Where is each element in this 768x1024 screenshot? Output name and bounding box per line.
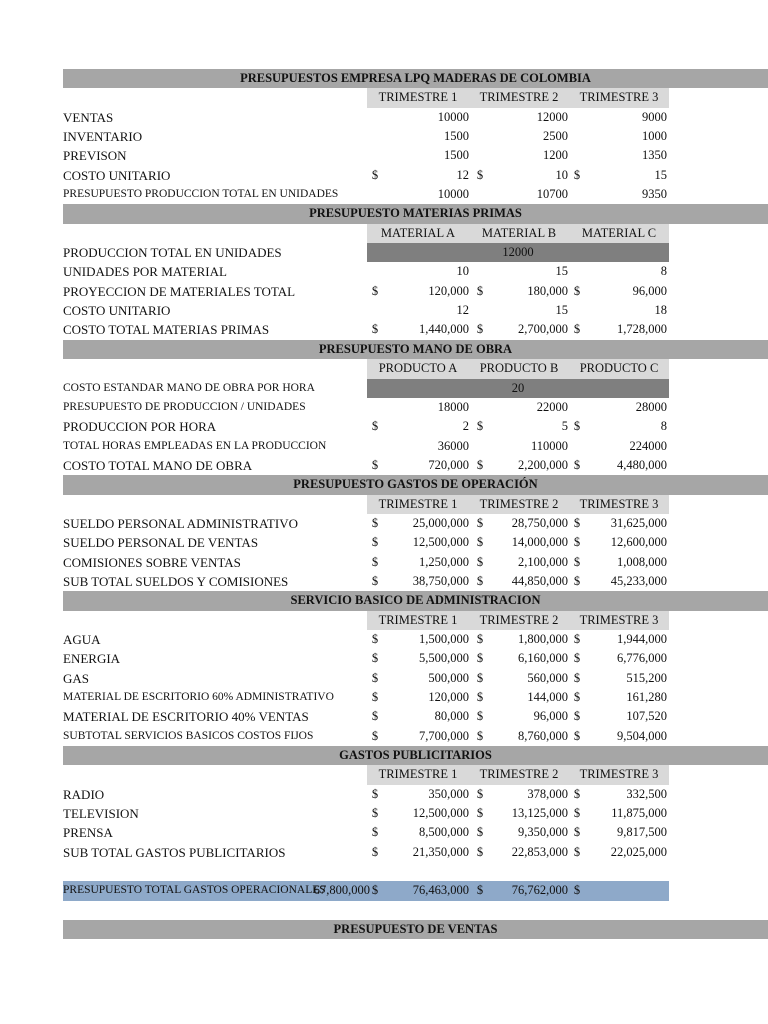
value-cell: 80,000 [434, 709, 469, 724]
column-header-row [63, 765, 768, 784]
spacer [63, 901, 768, 920]
table-row [63, 804, 768, 823]
table-row [63, 108, 768, 127]
currency-symbol: $ [371, 515, 379, 530]
value-cell: 9,817,500 [617, 825, 667, 840]
row-label: VENTAS [63, 109, 114, 125]
row-label: COSTO ESTANDAR MANO DE OBRA POR HORA [63, 381, 315, 394]
value-cell: 18 [654, 303, 667, 318]
currency-symbol: $ [371, 535, 379, 550]
row-label: RADIO [63, 786, 105, 802]
row-label: PRESUPUESTO TOTAL GASTOS OPERACIONALES [63, 884, 326, 897]
value-cell: 18000 [437, 399, 469, 414]
table-row [63, 301, 768, 320]
row-label: ENERGIA [63, 651, 121, 667]
value-cell: 10 [456, 264, 469, 279]
currency-symbol: $ [476, 690, 484, 704]
row-label: COSTO UNITARIO [63, 167, 171, 183]
column-header: TRIMESTRE 1 [367, 495, 469, 514]
table-row [63, 630, 768, 649]
total-operational-expenses-row [63, 881, 669, 900]
value-cell: 9350 [642, 187, 667, 202]
section-title: PRESUPUESTO DE VENTAS [63, 920, 768, 939]
value-cell: 9,350,000 [518, 825, 568, 840]
value-cell: 2500 [543, 129, 568, 144]
value-cell: 38,750,000 [412, 573, 469, 588]
column-header: MATERIAL B [469, 224, 569, 243]
table-row [63, 785, 768, 804]
row-label: COSTO TOTAL MATERIAS PRIMAS [63, 322, 270, 338]
currency-symbol: $ [476, 670, 484, 685]
row-label: PRODUCCION POR HORA [63, 419, 217, 435]
section-title: GASTOS PUBLICITARIOS [63, 746, 768, 765]
currency-symbol: $ [371, 690, 379, 704]
column-header-row [63, 88, 768, 107]
value-cell: 1,944,000 [617, 631, 667, 646]
column-header: TRIMESTRE 2 [469, 765, 569, 784]
value-cell: 1,440,000 [419, 322, 469, 337]
currency-symbol: $ [573, 535, 581, 550]
row-label: PROYECCION DE MATERIALES TOTAL [63, 283, 296, 299]
currency-symbol: $ [476, 419, 484, 434]
currency-symbol: $ [573, 457, 581, 472]
column-header: TRIMESTRE 3 [569, 611, 669, 630]
table-row [63, 456, 768, 475]
currency-symbol: $ [476, 322, 484, 337]
table-row [63, 727, 768, 746]
currency-symbol: $ [476, 515, 484, 530]
column-header: MATERIAL A [367, 224, 469, 243]
column-header: PRODUCTO C [569, 359, 669, 378]
value-cell: 2,200,000 [518, 457, 568, 472]
value-cell: 10000 [437, 109, 469, 124]
value-cell: 224000 [629, 438, 667, 453]
currency-symbol: $ [371, 806, 379, 821]
value-cell: 76,762,000 [511, 883, 568, 898]
currency-symbol: $ [476, 535, 484, 550]
value-cell: 720,000 [428, 457, 469, 472]
currency-symbol: $ [573, 283, 581, 298]
value-cell: 12000 [536, 109, 568, 124]
value-cell: 9,504,000 [617, 728, 667, 743]
value-cell: 144,000 [527, 690, 568, 704]
value-cell: 96,000 [533, 709, 568, 724]
value-cell: 180,000 [527, 283, 568, 298]
column-header: PRODUCTO B [469, 359, 569, 378]
currency-symbol: $ [371, 786, 379, 801]
section-title: PRESUPUESTO MANO DE OBRA [63, 340, 768, 359]
currency-symbol: $ [476, 883, 484, 898]
currency-symbol: $ [476, 806, 484, 821]
value-cell: 2,100,000 [518, 554, 568, 569]
table-row [63, 707, 768, 726]
currency-symbol: $ [476, 631, 484, 646]
currency-symbol: $ [476, 651, 484, 666]
currency-symbol: $ [476, 786, 484, 801]
column-header: TRIMESTRE 2 [469, 611, 569, 630]
table-row [63, 243, 768, 262]
currency-symbol: $ [476, 709, 484, 724]
value-cell: 9000 [642, 109, 667, 124]
value-cell: 110000 [530, 438, 568, 453]
value-cell: 44,850,000 [511, 573, 568, 588]
currency-symbol: $ [371, 283, 379, 298]
spacer [63, 862, 768, 881]
value-cell: 12 [456, 167, 469, 182]
value-cell: 12,500,000 [412, 535, 469, 550]
value-cell: 1350 [642, 148, 667, 163]
currency-symbol: $ [371, 631, 379, 646]
table-row [63, 823, 768, 842]
value-cell: 5,500,000 [419, 651, 469, 666]
currency-symbol: $ [371, 709, 379, 724]
value-cell: 31,625,000 [610, 515, 667, 530]
currency-symbol: $ [371, 322, 379, 337]
row-label: INVENTARIO [63, 129, 143, 145]
currency-symbol: $ [371, 573, 379, 588]
value-cell: 21,350,000 [412, 844, 469, 859]
row-label: SUB TOTAL SUELDOS Y COMISIONES [63, 573, 289, 589]
row-label: PRENSA [63, 825, 113, 841]
row-label: MATERIAL DE ESCRITORIO 40% VENTAS [63, 709, 309, 725]
currency-symbol: $ [476, 573, 484, 588]
currency-symbol: $ [371, 167, 379, 182]
currency-symbol: $ [573, 651, 581, 666]
value-cell: 332,500 [626, 786, 667, 801]
currency-symbol: $ [371, 670, 379, 685]
column-header: TRIMESTRE 3 [569, 495, 669, 514]
value-cell: 378,000 [527, 786, 568, 801]
budget-spreadsheet [63, 69, 768, 939]
row-label: SUB TOTAL GASTOS PUBLICITARIOS [63, 844, 286, 860]
value-cell: 107,520 [626, 709, 667, 724]
row-label: GAS [63, 670, 90, 686]
value-cell: 15 [555, 303, 568, 318]
value-cell: 1,250,000 [419, 554, 469, 569]
column-header: MATERIAL C [569, 224, 669, 243]
table-row [63, 262, 768, 281]
value-cell: 15 [555, 264, 568, 279]
currency-symbol: $ [476, 728, 484, 743]
value-cell: 1,008,000 [617, 554, 667, 569]
column-header-row [63, 611, 768, 630]
column-header: TRIMESTRE 1 [367, 765, 469, 784]
table-row [63, 669, 768, 688]
value-cell: 10700 [536, 187, 568, 202]
currency-symbol: $ [371, 651, 379, 666]
currency-symbol: $ [573, 786, 581, 801]
value-cell: 1200 [543, 148, 568, 163]
table-row [63, 553, 768, 572]
value-cell: 7,700,000 [419, 728, 469, 743]
currency-symbol: $ [573, 167, 581, 182]
value-cell: 8,500,000 [419, 825, 469, 840]
value-cell: 22,853,000 [511, 844, 568, 859]
value-cell: 14,000,000 [511, 535, 568, 550]
currency-symbol: $ [573, 844, 581, 859]
value-cell: 28,750,000 [511, 515, 568, 530]
value-cell: 12,500,000 [412, 806, 469, 821]
value-cell: 45,233,000 [610, 573, 667, 588]
table-row [63, 514, 768, 533]
currency-symbol: $ [371, 419, 379, 434]
row-label: COSTO TOTAL MANO DE OBRA [63, 457, 253, 473]
value-cell: 515,200 [626, 670, 667, 685]
section-title: PRESUPUESTO MATERIAS PRIMAS [63, 204, 768, 223]
value-cell: 560,000 [527, 670, 568, 685]
table-row [63, 282, 768, 301]
currency-symbol: $ [573, 419, 581, 434]
value-cell: 12,600,000 [610, 535, 667, 550]
currency-symbol: $ [371, 883, 379, 898]
currency-symbol: $ [573, 554, 581, 569]
row-label: TOTAL HORAS EMPLEADAS EN LA PRODUCCION [63, 439, 327, 452]
merged-value-cell: 20 [367, 379, 669, 398]
column-header: TRIMESTRE 3 [569, 765, 669, 784]
row-label: AGUA [63, 631, 101, 647]
row-label: SUELDO PERSONAL ADMINISTRATIVO [63, 515, 298, 531]
currency-symbol: $ [573, 806, 581, 821]
row-label: TELEVISION [63, 806, 139, 822]
value-cell: 22,025,000 [610, 844, 667, 859]
currency-symbol: $ [476, 825, 484, 840]
value-cell: 2 [462, 419, 469, 434]
value-cell: 8 [660, 419, 667, 434]
table-row [63, 146, 768, 165]
value-cell: 1,500,000 [419, 631, 469, 646]
value-cell: 5 [561, 419, 568, 434]
value-cell: 67,800,000 [313, 883, 370, 898]
value-cell: 25,000,000 [412, 515, 469, 530]
row-label: PRESUPUESTO DE PRODUCCION / UNIDADES [63, 400, 306, 413]
currency-symbol: $ [573, 322, 581, 337]
row-label: UNIDADES POR MATERIAL [63, 264, 227, 280]
column-header-row [63, 224, 768, 243]
table-row [63, 320, 768, 339]
currency-symbol: $ [573, 728, 581, 743]
table-row [63, 843, 768, 862]
section-title: SERVICIO BASICO DE ADMINISTRACION [63, 591, 768, 610]
value-cell: 2,700,000 [518, 322, 568, 337]
value-cell: 4,480,000 [617, 457, 667, 472]
currency-symbol: $ [476, 554, 484, 569]
table-row [63, 572, 768, 591]
row-label: SUBTOTAL SERVICIOS BASICOS COSTOS FIJOS [63, 729, 314, 742]
currency-symbol: $ [573, 825, 581, 840]
row-label: PRESUPUESTO PRODUCCION TOTAL EN UNIDADES [63, 188, 339, 201]
value-cell: 10000 [437, 187, 469, 202]
section-title: PRESUPUESTO GASTOS DE OPERACIÓN [63, 475, 768, 494]
currency-symbol: $ [476, 844, 484, 859]
value-cell: 10 [555, 167, 568, 182]
row-label: PREVISON [63, 148, 127, 164]
column-header: TRIMESTRE 2 [469, 495, 569, 514]
table-row [63, 398, 768, 417]
currency-symbol: $ [573, 690, 581, 704]
column-header: TRIMESTRE 1 [367, 611, 469, 630]
currency-symbol: $ [476, 167, 484, 182]
value-cell: 96,000 [632, 283, 667, 298]
value-cell: 6,160,000 [518, 651, 568, 666]
value-cell: 8,760,000 [518, 728, 568, 743]
currency-symbol: $ [371, 554, 379, 569]
value-cell: 1500 [444, 129, 469, 144]
table-row [63, 533, 768, 552]
table-row [63, 688, 768, 707]
column-header: TRIMESTRE 1 [367, 88, 469, 107]
value-cell: 8 [660, 264, 667, 279]
value-cell: 15 [654, 167, 667, 182]
currency-symbol: $ [573, 631, 581, 646]
row-label: PRODUCCION TOTAL EN UNIDADES [63, 245, 282, 261]
row-label: MATERIAL DE ESCRITORIO 60% ADMINISTRATIVO [63, 691, 334, 703]
merged-value-cell: 12000 [367, 243, 669, 262]
value-cell: 161,280 [626, 690, 667, 704]
value-cell: 76,463,000 [412, 883, 469, 898]
value-cell: 6,776,000 [617, 651, 667, 666]
table-row [63, 379, 768, 398]
value-cell: 12 [456, 303, 469, 318]
currency-symbol: $ [573, 515, 581, 530]
value-cell: 500,000 [428, 670, 469, 685]
value-cell: 120,000 [428, 690, 469, 704]
section-title: PRESUPUESTOS EMPRESA LPQ MADERAS DE COLOMBIA [63, 69, 768, 88]
currency-symbol: $ [573, 883, 581, 898]
row-label: COMISIONES SOBRE VENTAS [63, 554, 241, 570]
value-cell: 22000 [536, 399, 568, 414]
table-row [63, 649, 768, 668]
value-cell: 11,875,000 [611, 806, 667, 821]
table-row [63, 417, 768, 436]
column-header-row [63, 359, 768, 378]
value-cell: 28000 [635, 399, 667, 414]
column-header: TRIMESTRE 2 [469, 88, 569, 107]
currency-symbol: $ [371, 457, 379, 472]
currency-symbol: $ [371, 728, 379, 743]
column-header: PRODUCTO A [367, 359, 469, 378]
value-cell: 1500 [444, 148, 469, 163]
table-row [63, 437, 768, 456]
currency-symbol: $ [573, 709, 581, 724]
currency-symbol: $ [371, 825, 379, 840]
value-cell: 1,728,000 [617, 322, 667, 337]
column-header: TRIMESTRE 3 [569, 88, 669, 107]
value-cell: 350,000 [428, 786, 469, 801]
value-cell: 13,125,000 [511, 806, 568, 821]
value-cell: 120,000 [428, 283, 469, 298]
table-row [63, 185, 768, 204]
table-row [63, 166, 768, 185]
row-label: SUELDO PERSONAL DE VENTAS [63, 535, 259, 551]
row-label: COSTO UNITARIO [63, 303, 171, 319]
currency-symbol: $ [476, 283, 484, 298]
currency-symbol: $ [573, 670, 581, 685]
value-cell: 1000 [642, 129, 667, 144]
currency-symbol: $ [476, 457, 484, 472]
column-header-row [63, 495, 768, 514]
table-row [63, 127, 768, 146]
currency-symbol: $ [573, 573, 581, 588]
value-cell: 1,800,000 [518, 631, 568, 646]
value-cell: 36000 [437, 438, 469, 453]
currency-symbol: $ [371, 844, 379, 859]
